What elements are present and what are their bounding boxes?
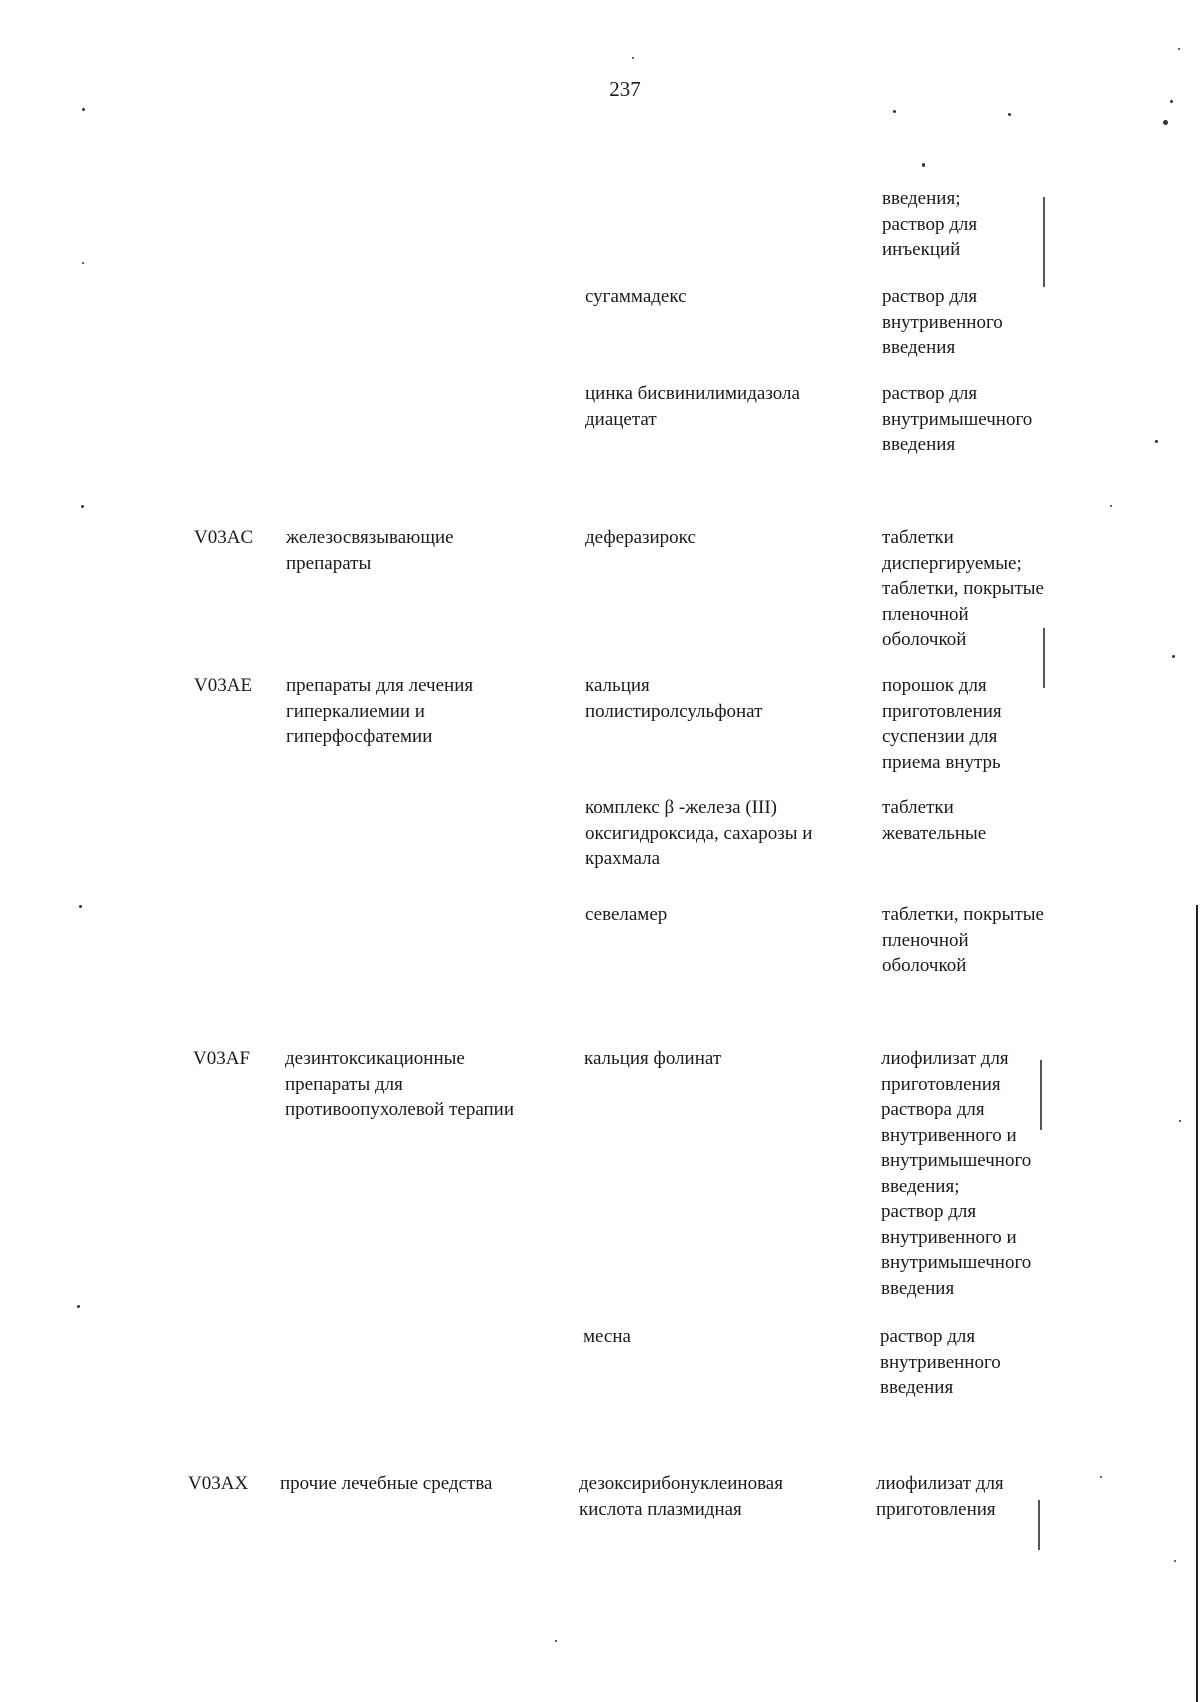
drug-name xyxy=(585,381,875,432)
page-number: 237 xyxy=(609,77,641,101)
dosage-forms xyxy=(882,186,1082,263)
group-name-line: железосвязывающие xyxy=(286,527,454,548)
group-name xyxy=(286,673,571,750)
dosage-forms-line: введения xyxy=(880,1377,954,1398)
dosage-forms-line: таблетки xyxy=(882,797,954,818)
dosage-forms xyxy=(881,1046,1081,1301)
atc-code: V03AC xyxy=(194,527,254,548)
dosage-forms-line: раствора для xyxy=(881,1099,985,1120)
dosage-forms-line: внутривенного и xyxy=(881,1124,1017,1146)
group-name-line: противоопухолевой терапии xyxy=(285,1099,515,1120)
drug-name-line: месна xyxy=(583,1326,631,1347)
dosage-forms-line: раствор для xyxy=(880,1326,976,1347)
dosage-forms xyxy=(880,1324,1080,1401)
dosage-forms xyxy=(882,902,1082,979)
drug-name-line: диацетат xyxy=(585,408,657,430)
dosage-forms-line: таблетки, покрытые xyxy=(882,578,1044,599)
drug-name-line: крахмала xyxy=(585,848,661,869)
dosage-forms-line: приготовления xyxy=(876,1498,996,1520)
dosage-forms xyxy=(882,525,1082,653)
dosage-forms-line: раствор для xyxy=(882,383,978,404)
dosage-forms-line: приема внутрь xyxy=(882,751,1001,773)
dosage-forms-line: введения; xyxy=(881,1175,960,1197)
dosage-forms-line: введения; xyxy=(882,188,961,209)
group-name-line: дезинтоксикационные xyxy=(285,1048,465,1069)
dosage-forms-line: внутривенного xyxy=(882,311,1003,333)
drug-name xyxy=(585,673,875,724)
drug-name xyxy=(585,525,875,551)
dosage-forms-line: внутримышечного xyxy=(882,408,1033,430)
drug-name-line: кальция фолинат xyxy=(584,1048,722,1069)
dosage-forms-line: диспергируемые; xyxy=(882,552,1022,574)
dosage-forms xyxy=(882,673,1082,775)
atc-code: V03AF xyxy=(193,1048,251,1069)
drug-name xyxy=(585,284,875,310)
drug-name xyxy=(584,1046,874,1072)
dosage-forms-line: приготовления xyxy=(882,700,1002,722)
drug-name-line: дезоксирибонуклеиновая xyxy=(579,1473,783,1494)
dosage-forms-line: пленочной xyxy=(882,929,969,951)
dosage-forms-line: приготовления xyxy=(881,1073,1001,1095)
dosage-forms-line: раствор для xyxy=(882,213,978,235)
dosage-forms-line: внутримышечного xyxy=(881,1252,1032,1273)
dosage-forms xyxy=(882,381,1082,458)
drug-name xyxy=(579,1471,869,1522)
dosage-forms-line: внутримышечного xyxy=(881,1150,1032,1171)
dosage-forms-line: таблетки, покрытые xyxy=(882,904,1044,925)
dosage-forms-line: внутривенного и xyxy=(881,1226,1017,1248)
dosage-forms-line: суспензии для xyxy=(882,726,998,747)
dosage-forms xyxy=(882,284,1082,361)
drug-name xyxy=(583,1324,873,1350)
dosage-forms-line: введения xyxy=(882,337,956,358)
dosage-forms-line: внутривенного xyxy=(880,1351,1001,1373)
drug-name-line: кальция xyxy=(585,675,650,696)
group-name-line: препараты для xyxy=(285,1073,403,1095)
dosage-forms-line: оболочкой xyxy=(882,629,967,650)
group-name xyxy=(280,1471,565,1497)
group-name xyxy=(286,525,571,576)
atc-code: V03AX xyxy=(188,1473,249,1494)
dosage-forms-line: раствор для xyxy=(881,1201,977,1222)
drug-name-line: кислота плазмидная xyxy=(579,1498,742,1520)
dosage-forms-line: пленочной xyxy=(882,603,969,625)
dosage-forms-line: таблетки xyxy=(882,527,954,548)
dosage-forms-line: введения xyxy=(882,434,956,455)
atc-code: V03AE xyxy=(194,675,253,696)
group-name-line: препараты xyxy=(286,552,372,574)
dosage-forms xyxy=(882,795,1082,846)
group-name xyxy=(285,1046,570,1123)
group-name-line: гиперфосфатемии xyxy=(286,726,433,747)
dosage-forms-line: инъекций xyxy=(882,239,961,260)
drug-name-line: деферазирокс xyxy=(585,527,696,548)
group-name-line: препараты для лечения xyxy=(286,675,474,696)
dosage-forms-line: порошок для xyxy=(882,675,987,696)
drug-name xyxy=(585,795,875,872)
drug-name-line: комплекс β -железа (III) xyxy=(585,797,777,818)
dosage-forms xyxy=(876,1471,1076,1522)
dosage-forms-line: лиофилизат для xyxy=(881,1048,1009,1069)
drug-name-line: оксигидроксида, сахарозы и xyxy=(585,822,813,844)
dosage-forms-line: лиофилизат для xyxy=(876,1473,1004,1494)
drug-name xyxy=(585,902,875,928)
dosage-forms-line: раствор для xyxy=(882,286,978,307)
drug-name-line: сугаммадекс xyxy=(585,286,687,307)
drug-name-line: полистиролсульфонат xyxy=(585,700,763,722)
dosage-forms-line: жевательные xyxy=(882,822,987,844)
group-name-line: гиперкалиемии и xyxy=(286,700,425,722)
dosage-forms-line: введения xyxy=(881,1277,955,1299)
dosage-forms-line: оболочкой xyxy=(882,955,967,976)
drug-name-line: цинка бисвинилимидазола xyxy=(585,383,800,404)
group-name-line: прочие лечебные средства xyxy=(280,1473,493,1494)
drug-name-line: севеламер xyxy=(585,904,668,925)
